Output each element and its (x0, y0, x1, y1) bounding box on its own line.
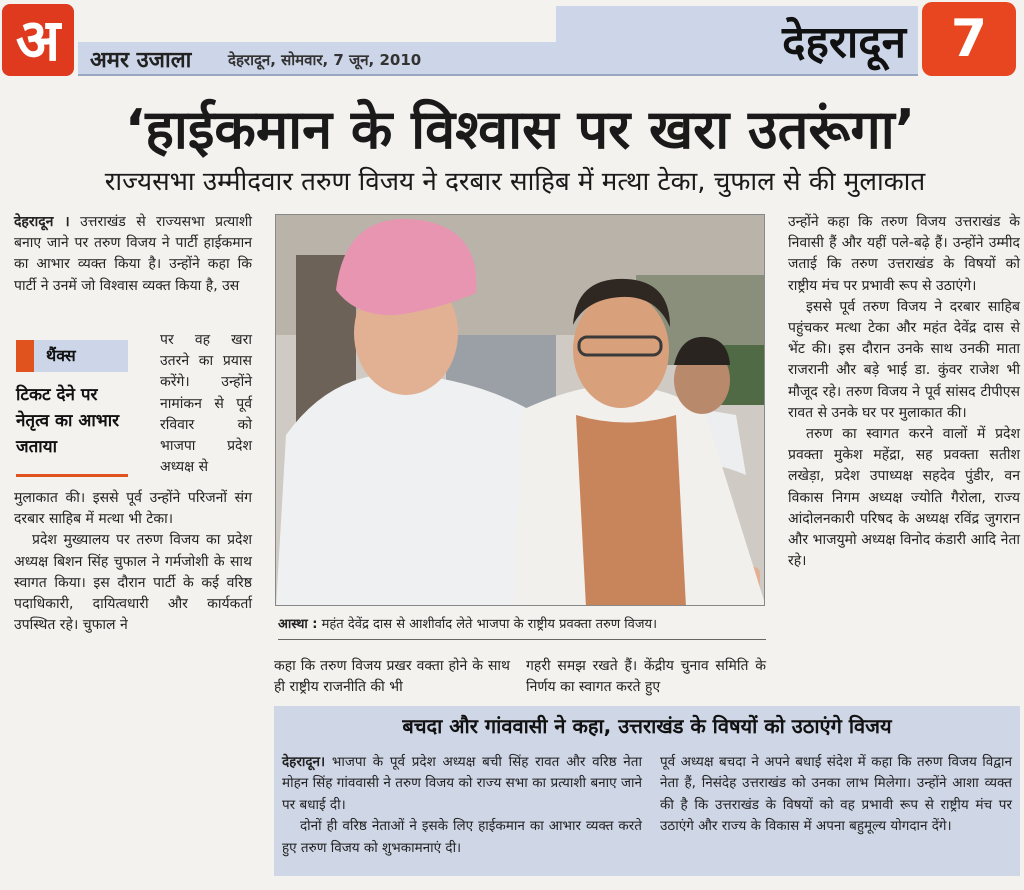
story-paragraph-1-side: पर वह खरा उतरने का प्रयास करेंगे। उन्होंने नामांकन से पूर्व रविवार को भाजपा प्रदेश अध्यक्ष से (160, 332, 252, 476)
story-paragraph-2: प्रदेश मुख्यालय पर तरुण विजय का प्रदेश अध्यक्ष बिशन सिंह चुफाल ने गर्मजोशी के साथ स्वागत किया। इस दौरान पार्टी के कई वरिष्ठ पदाधिकारी, दायित्वधारी और कार्यकर्ता उपस्थित रहे। चुफाल ने (14, 532, 252, 634)
story-paragraph-1-top: उत्तराखंड से राज्यसभा प्रत्याशी बनाए जाने पर तरुण विजय ने पार्टी हाईकमान का आभार व्यक्त किया है। उन्होंने कहा कि पार्टी ने उनमें जो विश्वास व्यक्त किया है, उस (14, 214, 252, 294)
boxed-story-headline: बचदा और गांववासी ने कहा, उत्तराखंड के विषयों को उठाएंगे विजय (402, 714, 892, 738)
photo-caption (278, 614, 766, 640)
boxed-story-column-left (282, 752, 642, 859)
story-paragraph-1-bottom: मुलाकात की। इससे पूर्व उन्होंने परिजनों संग दरबार साहिब में मत्था भी टेका। (14, 490, 252, 528)
caption-label: आस्था : (278, 617, 318, 632)
photo-illustration (276, 215, 765, 606)
news-photo (275, 214, 765, 606)
boxed-story (274, 706, 1020, 876)
city-name: देहरादून (782, 17, 906, 68)
page-number: 7 (922, 2, 1016, 76)
newspaper-logo: अ (2, 4, 74, 76)
boxed-story-paragraph-1: भाजपा के पूर्व प्रदेश अध्यक्ष बची सिंह रावत और वरिष्ठ नेता मोहन सिंह गांववासी ने तरुण विजय को राज्य सभा का प्रत्याशी बनाए जाने पर बधाई दी। (282, 754, 642, 813)
boxed-story-paragraph-3: पूर्व अध्यक्ष बचदा ने अपने बधाई संदेश में कहा कि तरुण विजय विद्वान नेता हैं, निसंदेह उत्तराखंड को उनका लाभ मिलेगा। उन्होंने आशा व्यक्त की है कि उत्तराखंड के विषयों को वह प्रभावी रूप से राष्ट्रीय मंच पर उठाएंगे और राज्य के विकास में अपना बहुमूल्य योगदान देंगे। (660, 754, 1012, 835)
brand-name: अमर उजाला (90, 48, 192, 73)
boxed-story-paragraph-2: दोनों ही वरिष्ठ नेताओं ने इसके लिए हाईकमान का आभार व्यक्त करते हुए तरुण विजय को शुभकामनाएं दी। (282, 818, 642, 856)
story-paragraph-3: कहा कि तरुण विजय प्रखर वक्ता होने के साथ ही राष्ट्रीय राजनीति की भी (274, 658, 510, 696)
sidebar-box (16, 340, 128, 480)
story-paragraph-4: गहरी समझ रखते हैं। केंद्रीय चुनाव समिति के निर्णय का स्वागत करते हुए (526, 658, 766, 696)
boxed-story-dateline: देहरादून। (282, 754, 326, 770)
story-paragraph-6: इससे पूर्व तरुण विजय ने दरबार साहिब पहुंचकर मत्था टेका और महंत देवेंद्र दास से भेंट की। इस दौरान उनके साथ उनकी माता राजरानी और बड़े भाई डा. कुंवर राजेश भी मौजूद रहे। तरुण विजय ने पूर्व सांसद टीपीएस रावत से उनके घर पर मुलाकात की। (788, 298, 1020, 421)
brand-bar (78, 42, 558, 76)
boxed-story-column-right (660, 752, 1012, 838)
edition-dateline: देहरादून, सोमवार, 7 जून, 2010 (228, 51, 422, 69)
sidebar-title: टिकट देने पर नेतृत्व का आभार जताया (16, 385, 120, 457)
sidebar-rule (16, 474, 128, 477)
sidebar-tag: थैंक्स (16, 340, 128, 372)
story-paragraph-5: उन्होंने कहा कि तरुण विजय उत्तराखंड के निवासी हैं और यहीं पले-बढ़े हैं। उन्होंने उम्मीद जताई कि तरुण उत्तराखंड के विषयों को राष्ट्रीय मंच पर प्रभावी रूप से उठाएंगे। (788, 214, 1020, 294)
masthead (0, 0, 1024, 84)
story-dateline: देहरादून । (14, 214, 70, 230)
story-column-left-continued (14, 488, 252, 636)
headline: ‘हाईकमान के विश्वास पर खरा उतरूंगा’ (124, 98, 916, 161)
subheadline: राज्यसभा उम्मीदवार तरुण विजय ने दरबार साहिब में मत्था टेका, चुफाल से की मुलाकात (104, 167, 926, 197)
city-bar (556, 6, 918, 76)
caption-text: महंत देवेंद्र दास से आशीर्वाद लेते भाजपा के राष्ट्रीय प्रवक्ता तरुण विजय। (321, 617, 657, 632)
story-column-left (14, 212, 252, 297)
story-paragraph-7: तरुण का स्वागत करने वालों में प्रदेश प्रवक्ता मुकेश महेंद्रा, सह प्रवक्ता सतीश लखेड़ा, प्रदेश उपाध्यक्ष सहदेव पुंडीर, वन विकास निगम अध्यक्ष ज्योति गैरोला, राज्य आंदोलनकारी परिषद के अध्यक्ष रविंद्र जुगरान और भाजयुमो अध्यक्ष विनोद कंडारी आदि नेता रहे। (788, 426, 1020, 570)
story-column-right (788, 212, 1020, 572)
